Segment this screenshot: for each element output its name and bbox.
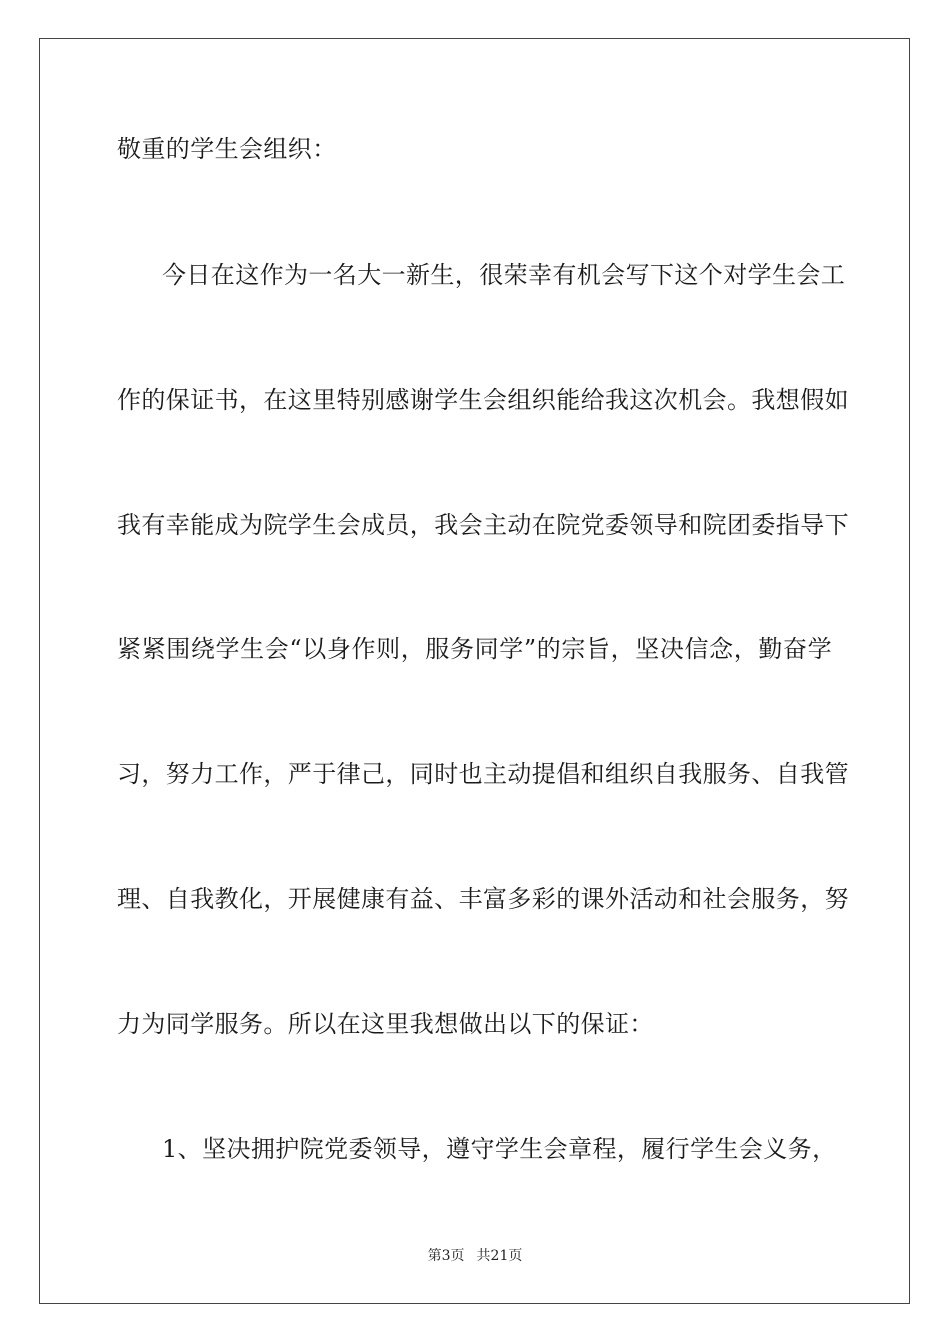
paragraph-line-6: 理、自我教化，开展健康有益、丰富多彩的课外活动和社会服务，努	[117, 885, 849, 913]
paragraph-line-4: 紧紧围绕学生会“以身作则，服务同学”的宗旨，坚决信念，勤奋学	[117, 635, 832, 663]
page-footer	[0, 1247, 950, 1265]
paragraph-line-2: 作的保证书，在这里特别感谢学生会组织能给我这次机会。我想假如	[117, 386, 849, 414]
greeting-line: 敬重的学生会组织：	[117, 135, 337, 163]
page-total: 共21页	[476, 1248, 523, 1264]
paragraph-line-3: 我有幸能成为院学生会成员，我会主动在院党委领导和院团委指导下	[117, 511, 849, 539]
paragraph-line-5: 习，努力工作，严于律己，同时也主动提倡和组织自我服务、自我管	[117, 760, 849, 788]
page-border	[39, 38, 910, 1304]
paragraph-line-7: 力为同学服务。所以在这里我想做出以下的保证：	[117, 1010, 654, 1038]
paragraph-line-1: 今日在这作为一名大一新生，很荣幸有机会写下这个对学生会工	[162, 261, 846, 289]
page-number: 第3页	[427, 1248, 465, 1264]
list-item-1: 1、坚决拥护院党委领导，遵守学生会章程，履行学生会义务，	[162, 1135, 837, 1163]
